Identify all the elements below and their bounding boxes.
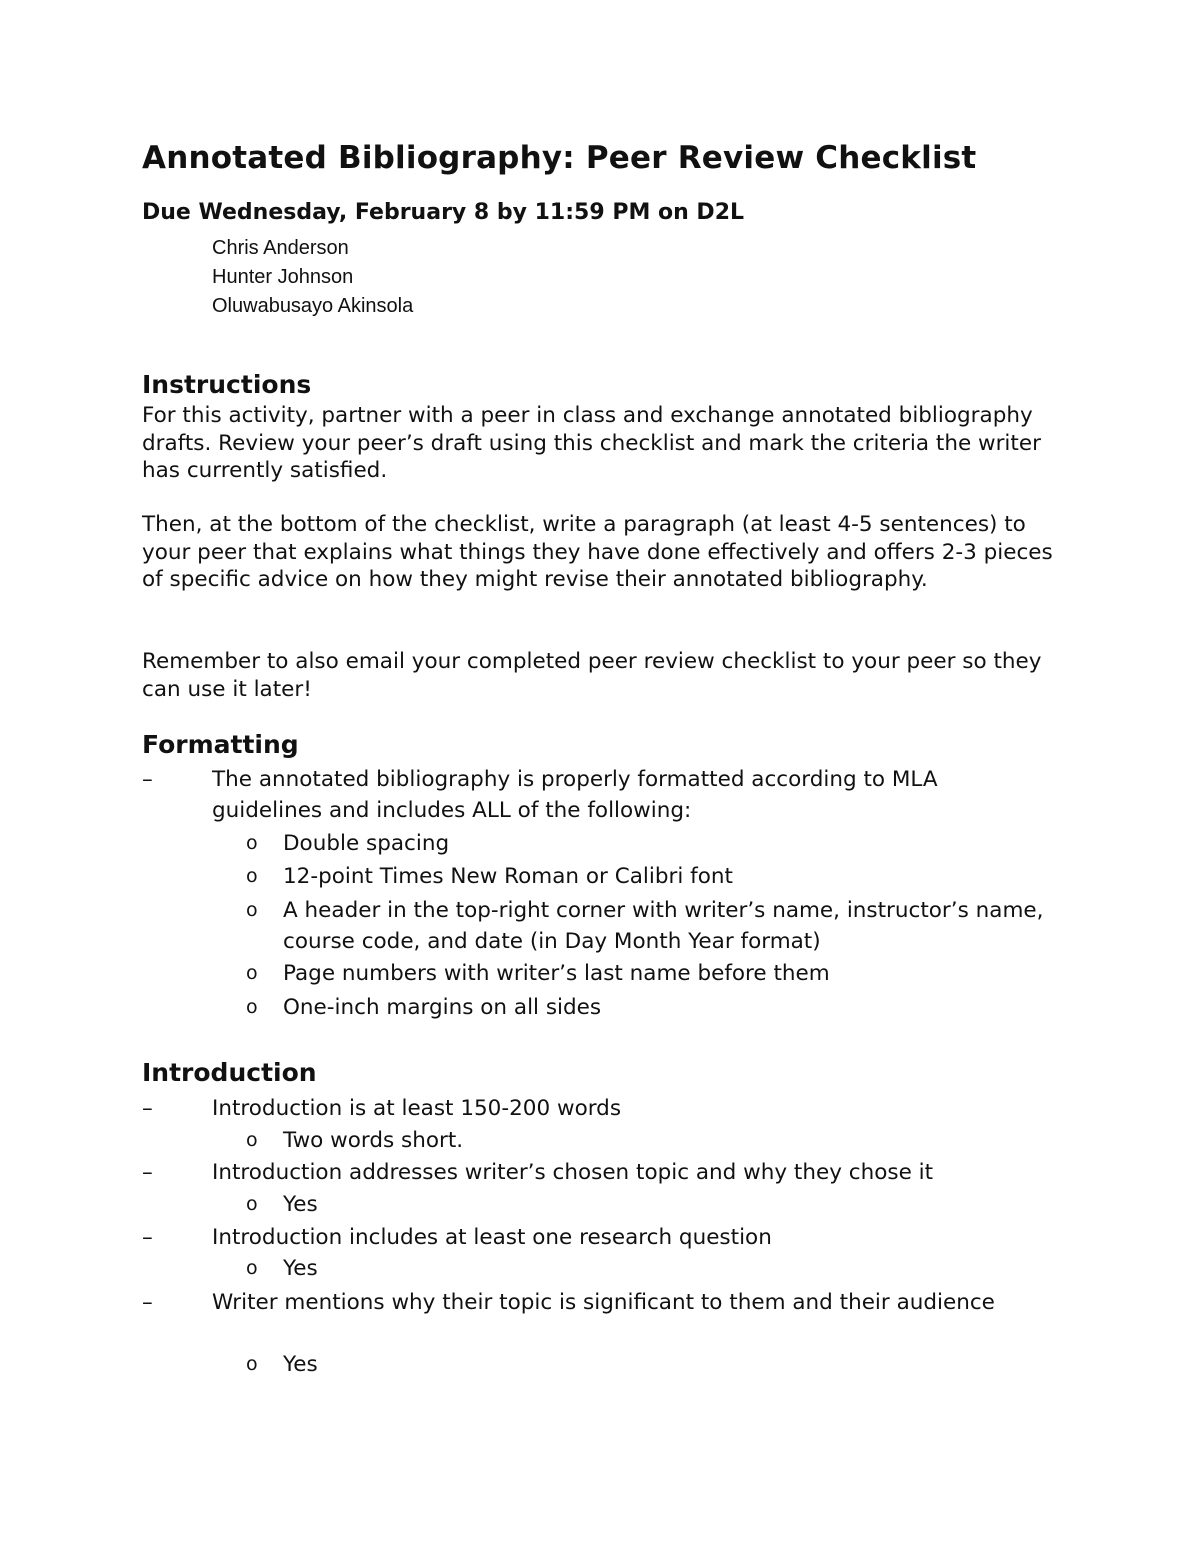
sub-item-text: Double spacing xyxy=(283,831,450,856)
dash-bullet: – xyxy=(142,767,153,792)
circle-bullet: o xyxy=(246,996,258,1018)
sub-checklist-item xyxy=(246,992,1046,1023)
instructions-paragraph: Then, at the bottom of the checklist, write a paragraph (at least 4-5 sentences) to your peer that explains what things they have done effectively and offers 2-3 pieces of specific advice on how they might revise their annotated bibliography. xyxy=(142,512,1053,592)
author-list xyxy=(212,234,413,321)
checklist-item-text: Writer mentions why their topic is significant to them and their audience xyxy=(212,1290,995,1315)
sub-item-text: 12-point Times New Roman or Calibri font xyxy=(283,864,733,889)
sub-checklist-item xyxy=(246,861,1046,892)
due-date: Due Wednesday, February 8 by 11:59 PM on D2L xyxy=(142,200,745,225)
dash-bullet: – xyxy=(142,1225,153,1250)
answer-text: Yes xyxy=(283,1192,318,1217)
sub-item-text: A header in the top-right corner with writer’s name, instructor’s name, course code, and date (in Day Month Year format) xyxy=(283,898,1044,954)
introduction-heading: Introduction xyxy=(142,1058,317,1087)
circle-bullet: o xyxy=(246,962,258,984)
answer-text: Yes xyxy=(283,1352,318,1377)
checklist-item xyxy=(142,1287,1042,1318)
reviewer-answer xyxy=(246,1189,1046,1220)
sub-checklist-item xyxy=(246,895,1046,957)
reviewer-answer xyxy=(246,1349,1046,1380)
instructions-heading: Instructions xyxy=(142,370,312,399)
checklist-item xyxy=(142,1157,1042,1188)
sub-item-text: One-inch margins on all sides xyxy=(283,995,602,1020)
sub-checklist-item xyxy=(246,828,1046,859)
instructions-paragraph: Remember to also email your completed peer review checklist to your peer so they can use it later! xyxy=(142,649,1042,702)
circle-bullet: o xyxy=(246,899,258,921)
checklist-item xyxy=(142,764,1042,826)
reviewer-answer xyxy=(246,1253,1046,1284)
circle-bullet: o xyxy=(246,865,258,887)
checklist-item-text: Introduction includes at least one research question xyxy=(212,1225,772,1250)
author-name: Chris Anderson xyxy=(212,237,349,259)
checklist-item-text: The annotated bibliography is properly formatted according to MLA guidelines and includes ALL of the following: xyxy=(212,767,938,823)
checklist-item-text: Introduction addresses writer’s chosen topic and why they chose it xyxy=(212,1160,934,1185)
dash-bullet: – xyxy=(142,1290,153,1315)
answer-text: Two words short. xyxy=(283,1128,464,1153)
circle-bullet: o xyxy=(246,1129,258,1151)
answer-text: Yes xyxy=(283,1256,318,1281)
dash-bullet: – xyxy=(142,1160,153,1185)
sub-item-text: Page numbers with writer’s last name before them xyxy=(283,961,830,986)
author-name: Hunter Johnson xyxy=(212,266,354,288)
circle-bullet: o xyxy=(246,832,258,854)
instructions-paragraph: For this activity, partner with a peer in class and exchange annotated bibliography drafts. Review your peer’s draft using this checklist and mark the criteria the writer has currently satisfied. xyxy=(142,403,1041,483)
author-name: Oluwabusayo Akinsola xyxy=(212,295,414,317)
checklist-item-text: Introduction is at least 150-200 words xyxy=(212,1096,622,1121)
checklist-item xyxy=(142,1093,1042,1124)
sub-checklist-item xyxy=(246,958,1046,989)
dash-bullet: – xyxy=(142,1096,153,1121)
circle-bullet: o xyxy=(246,1193,258,1215)
checklist-item xyxy=(142,1222,1042,1253)
reviewer-answer xyxy=(246,1125,1046,1156)
formatting-heading: Formatting xyxy=(142,730,299,759)
circle-bullet: o xyxy=(246,1353,258,1375)
circle-bullet: o xyxy=(246,1257,258,1279)
document-title: Annotated Bibliography: Peer Review Checklist xyxy=(142,140,977,176)
